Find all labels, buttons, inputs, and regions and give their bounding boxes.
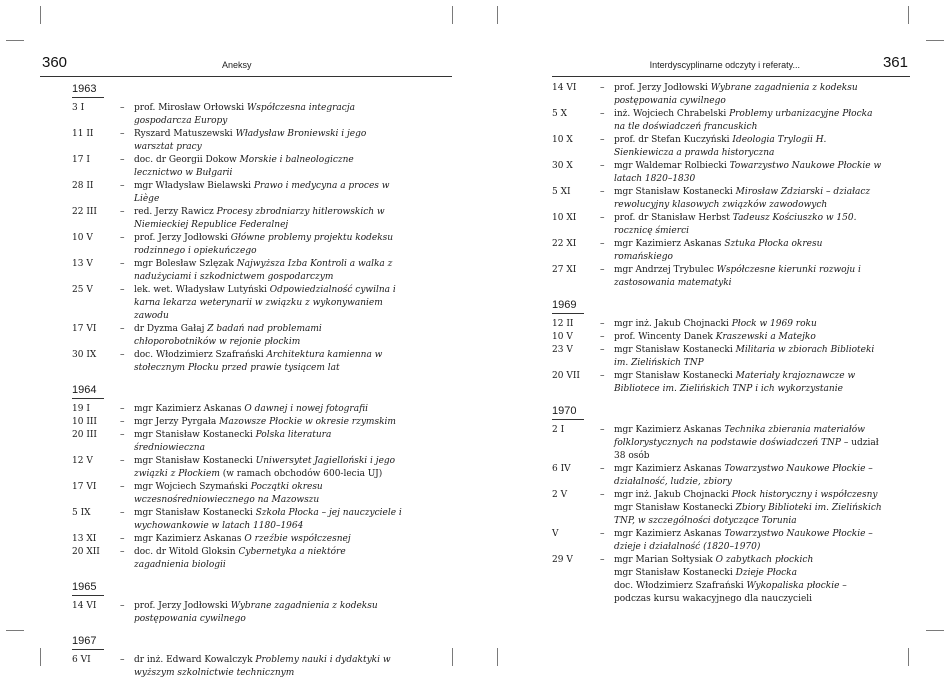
lecturer-name: – podczas kursu wakacyjnego dla nauczycieli xyxy=(614,581,847,604)
lecture-entry xyxy=(552,344,884,370)
left-page-body xyxy=(72,82,402,680)
lecture-entry xyxy=(552,489,884,502)
entry-dash: – xyxy=(120,456,125,466)
lecture-title: O rzeźbie współczesnej xyxy=(244,534,351,544)
lecture-entry xyxy=(552,502,884,528)
entry-date: 30 IX xyxy=(72,350,97,360)
entry-dash: – xyxy=(600,425,605,435)
left-page-number: 360 xyxy=(42,54,68,71)
entry-date xyxy=(552,580,600,606)
entry-date: 12 II xyxy=(552,319,574,329)
lecturer-name: Ryszard Matuszewski xyxy=(134,129,236,139)
entry-text xyxy=(614,370,884,396)
crop-mark xyxy=(908,648,909,666)
lecturer-name: mgr Wojciech Szymański xyxy=(134,482,251,492)
entry-date: 6 IV xyxy=(552,464,571,474)
entry-text xyxy=(134,323,402,349)
lecturer-name: prof. Jerzy Jodłowski xyxy=(134,233,231,243)
entry-text xyxy=(614,528,884,554)
lecture-entry xyxy=(72,180,402,206)
entry-date: 27 XI xyxy=(552,265,577,275)
lecturer-name: doc. Włodzimierz Szafrański xyxy=(134,350,267,360)
left-page-header xyxy=(40,51,452,77)
entry-dash: – xyxy=(120,324,125,334)
entry-date: 28 II xyxy=(72,181,94,191)
entry-dash: – xyxy=(120,601,125,611)
lecture-entry xyxy=(72,455,402,481)
lecture-entry xyxy=(72,481,402,507)
lecturer-name: – udział 38 osób xyxy=(614,438,879,461)
entry-text xyxy=(614,238,884,264)
entry-dash: – xyxy=(600,213,605,223)
lecture-entry xyxy=(72,284,402,323)
lecture-title: Dzieje Płocka xyxy=(735,568,798,578)
lecture-entry xyxy=(552,528,884,554)
lecture-title: Odpowiedzialność cywilna i karna lekarza weterynarii w związku z wykonywaniem zawodu xyxy=(134,285,396,321)
entry-text xyxy=(614,502,884,528)
entry-dash: – xyxy=(120,482,125,492)
entry-date: 17 VI xyxy=(72,324,97,334)
lecture-entry xyxy=(72,128,402,154)
entry-dash xyxy=(600,580,614,606)
entry-dash: – xyxy=(120,404,125,414)
lecturer-name: red. Jerzy Rawicz xyxy=(134,207,217,217)
crop-mark xyxy=(40,648,41,666)
lecturer-name: mgr inż. Jakub Chojnacki xyxy=(614,490,732,500)
lecturer-name: dr inż. Edward Kowalczyk xyxy=(134,655,256,665)
lecture-entry xyxy=(72,654,402,680)
lecture-entry xyxy=(552,108,884,134)
entry-date: 23 V xyxy=(552,345,573,355)
entry-text xyxy=(614,186,884,212)
entry-text xyxy=(614,331,884,344)
lecturer-name: doc. dr Witold Gloksin xyxy=(134,547,239,557)
entry-date: 10 X xyxy=(552,135,573,145)
lecturer-name: mgr Kazimierz Askanas xyxy=(614,239,725,249)
lecture-title: Towarzystwo Naukowe Płockie – dzieje i działalność (1820–1970) xyxy=(614,529,873,552)
lecture-title: Morskie i balneologiczne lecznictwo w Bułgarii xyxy=(134,155,354,178)
lecture-title: Sztuka Płocka okresu romańskiego xyxy=(614,239,823,262)
entry-dash: – xyxy=(600,555,605,565)
entry-text xyxy=(614,82,884,108)
lecturer-name: mgr Kazimierz Askanas xyxy=(134,404,245,414)
entry-text xyxy=(614,134,884,160)
entry-text xyxy=(134,154,402,180)
lecture-title: Problemy nauki i dydaktyki w wyższym szkolnictwie technicznym xyxy=(134,655,391,678)
lecturer-name: mgr Kazimierz Askanas xyxy=(614,464,725,474)
entry-date: 22 III xyxy=(72,207,97,217)
lecture-title: Władysław Broniewski i jego warsztat pracy xyxy=(134,129,367,152)
entry-dash: – xyxy=(600,83,605,93)
lecturer-name: mgr Bolesław Szlęzak xyxy=(134,259,237,269)
lecturer-name: mgr Stanisław Kostanecki xyxy=(614,568,736,578)
lecture-title: Materiały krajoznawcze w Bibliotece im. Zielińskich TNP i ich wykorzystanie xyxy=(614,371,856,394)
entry-dash: – xyxy=(600,464,605,474)
entry-date: 22 XI xyxy=(552,239,577,249)
entry-dash: – xyxy=(600,319,605,329)
lecture-entry xyxy=(72,102,402,128)
entry-text xyxy=(134,429,402,455)
entry-text xyxy=(134,600,402,626)
lecture-title: Towarzystwo Naukowe Płockie – działalność, ludzie, zbiory xyxy=(614,464,873,487)
lecture-entry xyxy=(552,160,884,186)
crop-mark xyxy=(926,40,944,41)
lecturer-name: mgr Jerzy Pyrgała xyxy=(134,417,220,427)
lecture-title: Tadeusz Kościuszko w 150. rocznicę śmierci xyxy=(614,213,857,236)
entry-date: 20 III xyxy=(72,430,97,440)
entry-text xyxy=(134,546,402,572)
entry-text xyxy=(614,554,884,567)
entry-dash: – xyxy=(120,155,125,165)
lecture-title: Architektura kamienna w stołecznym Płocku przed prawie tysiącem lat xyxy=(134,350,383,373)
lecturer-name: mgr Kazimierz Askanas xyxy=(614,529,725,539)
entry-dash: – xyxy=(600,345,605,355)
lecturer-name: mgr Marian Sołtysiak xyxy=(614,555,716,565)
lecture-title: Współczesne kierunki rozwoju i zastosowania matematyki xyxy=(614,265,861,288)
lecture-entry xyxy=(552,463,884,489)
lecture-title: Mazowsze Płockie w okresie rzymskim xyxy=(219,417,396,427)
lecture-entry xyxy=(552,318,884,331)
lecturer-name: doc. dr Georgii Dokow xyxy=(134,155,240,165)
entry-dash xyxy=(600,502,614,528)
entry-date: 2 I xyxy=(552,425,565,435)
entry-dash: – xyxy=(600,265,605,275)
lecture-title: O dawnej i nowej fotografii xyxy=(244,404,368,414)
entry-date: 10 III xyxy=(72,417,97,427)
crop-mark xyxy=(497,6,498,24)
entry-text xyxy=(614,318,884,331)
lecture-title: Technika zbierania materiałów folklorystycznych na podstawie doświadczeń TNP xyxy=(614,425,865,448)
lecture-entry xyxy=(72,429,402,455)
lecture-entry xyxy=(552,134,884,160)
lecturer-name: mgr Stanisław Kostanecki xyxy=(614,371,736,381)
entry-text xyxy=(134,232,402,258)
entry-text xyxy=(614,108,884,134)
entry-dash: – xyxy=(120,233,125,243)
entry-dash: – xyxy=(600,109,605,119)
entry-dash: – xyxy=(120,655,125,665)
entry-text xyxy=(134,349,402,375)
lecture-entry xyxy=(552,331,884,344)
lecture-entry xyxy=(552,264,884,290)
lecture-entry xyxy=(72,349,402,375)
lecture-title: Problemy urbanizacyjne Płocka na tle doświadczeń francuskich xyxy=(614,109,873,132)
lecture-title: Ideologia Trylogii H. Sienkiewicza a prawda historyczna xyxy=(614,135,827,158)
entry-dash: – xyxy=(120,508,125,518)
lecturer-name: inż. Wojciech Chrabelski xyxy=(614,109,730,119)
entry-text xyxy=(614,212,884,238)
crop-mark xyxy=(6,40,24,41)
entry-date: 12 V xyxy=(72,456,93,466)
entry-text xyxy=(134,507,402,533)
lecturer-name: mgr Waldemar Rolbiecki xyxy=(614,161,730,171)
year-heading: 1970 xyxy=(552,404,584,420)
year-heading: 1963 xyxy=(72,82,104,98)
lecturer-name: prof. Wincenty Danek xyxy=(614,332,716,342)
lecture-title: Polska literatura średniowieczna xyxy=(134,430,332,453)
entry-date: 14 VI xyxy=(552,83,577,93)
entry-dash: – xyxy=(120,547,125,557)
lecturer-name: mgr Kazimierz Askanas xyxy=(134,534,245,544)
entry-date: 10 XI xyxy=(552,213,577,223)
entry-dash: – xyxy=(600,161,605,171)
lecturer-name: mgr Andrzej Trybulec xyxy=(614,265,717,275)
entry-text xyxy=(134,654,402,680)
lecture-title: Kraszewski a Matejko xyxy=(715,332,816,342)
year-heading: 1964 xyxy=(72,383,104,399)
crop-mark xyxy=(908,6,909,24)
lecturer-name: prof. dr Stanisław Herbst xyxy=(614,213,733,223)
lecture-entry xyxy=(72,232,402,258)
right-running-title: Interdyscyplinarne odczyty i referaty... xyxy=(649,60,800,70)
lecturer-name: mgr Stanisław Kostanecki xyxy=(614,187,736,197)
entry-dash: – xyxy=(120,285,125,295)
lecturer-name: (w ramach obchodów 600-lecia UJ) xyxy=(219,469,383,479)
entry-text xyxy=(614,344,884,370)
entry-date: 5 XI xyxy=(552,187,571,197)
entry-date: 2 V xyxy=(552,490,568,500)
lecture-entry xyxy=(552,370,884,396)
lecturer-name: prof. Jerzy Jodłowski xyxy=(614,83,711,93)
entry-text xyxy=(134,455,402,481)
lecture-entry xyxy=(72,507,402,533)
crop-mark xyxy=(452,6,453,24)
lecture-title: Wybrane zagadnienia z kodeksu postępowania cywilnego xyxy=(134,601,378,624)
entry-text xyxy=(614,424,884,463)
lecture-title: Prawo i medycyna a proces w Liège xyxy=(134,181,390,204)
entry-date: 20 XII xyxy=(72,547,100,557)
entry-date: V xyxy=(552,529,559,539)
lecture-entry xyxy=(72,206,402,232)
lecturer-name: mgr Stanisław Kostanecki xyxy=(134,508,256,518)
entry-date: 17 I xyxy=(72,155,90,165)
entry-date: 17 VI xyxy=(72,482,97,492)
year-heading: 1965 xyxy=(72,580,104,596)
lecturer-name: lek. wet. Władysław Lutyński xyxy=(134,285,270,295)
entry-date xyxy=(552,567,600,580)
entry-text xyxy=(134,403,402,416)
entry-text xyxy=(134,128,402,154)
lecture-title: Wykopaliska płockie xyxy=(746,581,840,591)
crop-mark xyxy=(40,6,41,24)
lecture-title: Główne problemy projektu kodeksu rodzinnego i opiekuńczego xyxy=(134,233,394,256)
lecture-entry xyxy=(552,238,884,264)
entry-dash xyxy=(600,567,614,580)
lecture-entry xyxy=(552,554,884,567)
lecture-title: Uniwersytet Jagielloński i jego związki z Płockiem xyxy=(134,456,396,479)
lecturer-name: mgr Stanisław Kostanecki xyxy=(614,503,736,513)
right-page-body xyxy=(552,82,884,606)
lecture-entry xyxy=(72,416,402,429)
lecture-entry xyxy=(552,424,884,463)
entry-date: 20 VII xyxy=(552,371,580,381)
entry-date: 19 I xyxy=(72,404,90,414)
entry-dash: – xyxy=(120,259,125,269)
lecture-title: Szkoła Płocka – jej nauczyciele i wychowankowie w latach 1180–1964 xyxy=(134,508,402,531)
lecturer-name: dr Dyzma Gałaj xyxy=(134,324,208,334)
left-running-title: Aneksy xyxy=(222,60,252,70)
entry-text xyxy=(614,264,884,290)
entry-text xyxy=(134,416,402,429)
lecture-title: Wybrane zagadnienia z kodeksu postępowania cywilnego xyxy=(614,83,858,106)
entry-dash: – xyxy=(120,103,125,113)
entry-date: 3 I xyxy=(72,103,85,113)
entry-dash: – xyxy=(120,430,125,440)
entry-dash: – xyxy=(120,129,125,139)
lecture-title: Militaria w zbiorach Biblioteki im. Zielińskich TNP xyxy=(614,345,875,368)
entry-dash: – xyxy=(120,350,125,360)
right-page-number: 361 xyxy=(882,54,908,71)
lecturer-name: mgr Władysław Bielawski xyxy=(134,181,254,191)
lecture-entry xyxy=(552,212,884,238)
entry-date: 14 VI xyxy=(72,601,97,611)
lecture-title: Początki okresu wczesnośredniowiecznego na Mazowszu xyxy=(134,482,323,505)
lecture-title: Płock w 1969 roku xyxy=(731,319,817,329)
entry-dash: – xyxy=(600,239,605,249)
entry-date: 13 XI xyxy=(72,534,97,544)
entry-dash: – xyxy=(120,181,125,191)
entry-date: 25 V xyxy=(72,285,93,295)
entry-date: 29 V xyxy=(552,555,573,565)
entry-text xyxy=(134,258,402,284)
entry-text xyxy=(134,481,402,507)
year-heading: 1967 xyxy=(72,634,104,650)
entry-text xyxy=(134,180,402,206)
lecturer-name: mgr Stanisław Kostanecki xyxy=(614,345,736,355)
entry-dash: – xyxy=(600,529,605,539)
lecture-title: Procesy zbrodniarzy hitlerowskich w Niemieckiej Republice Federalnej xyxy=(134,207,385,230)
lecture-entry xyxy=(552,580,884,606)
entry-text xyxy=(134,206,402,232)
lecturer-name: mgr inż. Jakub Chojnacki xyxy=(614,319,732,329)
lecturer-name: mgr Stanisław Kostanecki xyxy=(134,456,256,466)
lecture-entry xyxy=(552,567,884,580)
right-page-header xyxy=(552,51,910,77)
entry-text xyxy=(614,567,884,580)
lecturer-name: prof. dr Stefan Kuczyński xyxy=(614,135,733,145)
entry-date: 5 IX xyxy=(72,508,91,518)
entry-dash: – xyxy=(120,534,125,544)
entry-text xyxy=(614,580,884,606)
entry-date: 10 V xyxy=(552,332,573,342)
entry-dash: – xyxy=(120,417,125,427)
entry-text xyxy=(134,533,402,546)
lecture-title: Płock historyczny i współczesny xyxy=(731,490,878,500)
lecture-entry xyxy=(552,82,884,108)
crop-mark xyxy=(497,648,498,666)
lecture-title: Mirosław Zdziarski – działacz rewolucyjny klasowych związków zawodowych xyxy=(614,187,871,210)
entry-date: 6 VI xyxy=(72,655,91,665)
lecturer-name: mgr Kazimierz Askanas xyxy=(614,425,725,435)
lecture-entry xyxy=(72,546,402,572)
lecture-title: Towarzystwo Naukowe Płockie w latach 1820–1830 xyxy=(614,161,882,184)
lecture-entry xyxy=(72,258,402,284)
lecture-title: Współczesna integracja gospodarcza Europy xyxy=(134,103,355,126)
crop-mark xyxy=(6,630,24,631)
entry-dash: – xyxy=(600,371,605,381)
lecture-entry xyxy=(72,533,402,546)
lecture-entry xyxy=(72,154,402,180)
lecture-title: O zabytkach płockich xyxy=(715,555,814,565)
entry-dash: – xyxy=(600,332,605,342)
lecturer-name: prof. Mirosław Orłowski xyxy=(134,103,248,113)
entry-dash: – xyxy=(600,490,605,500)
entry-dash: – xyxy=(600,187,605,197)
entry-date: 10 V xyxy=(72,233,93,243)
lecture-title: Cybernetyka a niektóre zagadnienia biologii xyxy=(134,547,346,570)
lecture-entry xyxy=(72,323,402,349)
entry-dash: – xyxy=(600,135,605,145)
entry-dash: – xyxy=(120,207,125,217)
lecturer-name: prof. Jerzy Jodłowski xyxy=(134,601,231,611)
lecture-title: Z badań nad problemami chłoporobotników w rejonie płockim xyxy=(134,324,322,347)
entry-date: 13 V xyxy=(72,259,93,269)
crop-mark xyxy=(452,648,453,666)
crop-mark xyxy=(926,630,944,631)
lecture-entry xyxy=(552,186,884,212)
entry-text xyxy=(134,284,402,323)
entry-text xyxy=(614,463,884,489)
entry-text xyxy=(134,102,402,128)
entry-text xyxy=(614,160,884,186)
lecture-entry xyxy=(72,403,402,416)
lecture-title: Najwyższa Izba Kontroli a walka z nadużyciami i szkodnictwem gospodarczym xyxy=(134,259,393,282)
lecture-title: Zbiory Biblioteki im. Zielińskich TNP, w szczególności dotyczące Torunia xyxy=(614,503,882,526)
entry-text xyxy=(614,489,884,502)
lecture-entry xyxy=(72,600,402,626)
lecturer-name: mgr Stanisław Kostanecki xyxy=(134,430,256,440)
lecturer-name: doc. Włodzimierz Szafrański xyxy=(614,581,747,591)
entry-date: 11 II xyxy=(72,129,94,139)
entry-date xyxy=(552,502,600,528)
entry-date: 5 X xyxy=(552,109,567,119)
year-heading: 1969 xyxy=(552,298,584,314)
entry-date: 30 X xyxy=(552,161,573,171)
